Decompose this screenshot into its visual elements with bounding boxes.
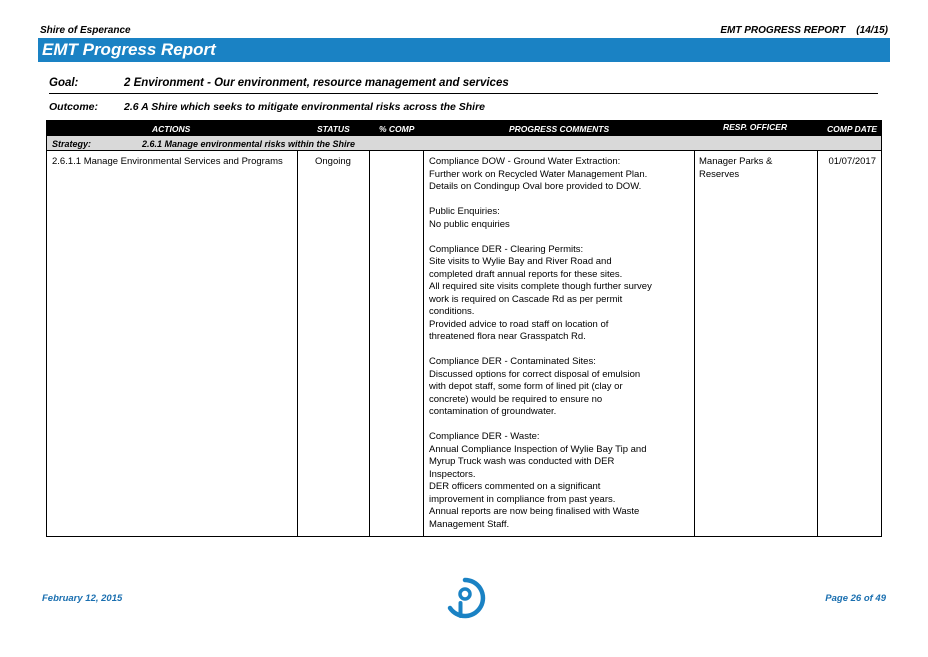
- outcome-text: 2.6 A Shire which seeks to mitigate environmental risks across the Shire: [124, 101, 486, 113]
- strategy-label: Strategy:: [52, 139, 92, 149]
- column-header-date: COMP DATE: [827, 124, 878, 134]
- comment-paragraph: Compliance DER - Clearing Permits: Site visits to Wylie Bay and River Road and completed draft annual reports for these sites. All required site visits complete though further survey work is required on Cascade Rd as per permit conditions. Provided advice to road staff on location of threatened flora near Grasspatch Rd.: [429, 243, 652, 342]
- footer-page-number: Page 26 of 49: [825, 593, 886, 604]
- organisation-name: Shire of Esperance: [40, 25, 131, 36]
- column-header-actions: ACTIONS: [152, 124, 191, 134]
- comment-paragraph: Public Enquiries: No public enquiries: [429, 206, 510, 230]
- report-reference: EMT PROGRESS REPORT (14/15): [720, 25, 888, 36]
- column-header-officer: RESP. OFFICER: [723, 122, 788, 132]
- status-cell: Ongoing: [315, 156, 351, 167]
- comment-paragraph: Compliance DOW - Ground Water Extraction: Further work on Recycled Water Management Plan. Details on Condingup Oval bore provided to DOW.: [429, 156, 648, 192]
- goal-row: [49, 77, 878, 94]
- strategy-row: [47, 136, 881, 151]
- column-divider: [694, 151, 695, 536]
- progress-comments-cell: [429, 156, 694, 544]
- column-header-comp: % COMP: [379, 124, 415, 134]
- progress-table: [46, 120, 882, 537]
- shire-logo-icon: [443, 577, 487, 619]
- title-banner: [38, 38, 890, 62]
- footer-date: February 12, 2015: [42, 593, 123, 604]
- outcome-label: Outcome:: [49, 101, 99, 113]
- column-divider: [369, 151, 370, 536]
- column-header-comments: PROGRESS COMMENTS: [509, 124, 610, 134]
- goal-label: Goal:: [49, 77, 79, 89]
- column-divider: [423, 151, 424, 536]
- responsible-officer-cell: Manager Parks & Reserves: [699, 156, 773, 180]
- comment-paragraph: Compliance DER - Contaminated Sites: Discussed options for correct disposal of emulsion with depot staff, some form of lined pit (clay or concrete) would be required to ensure no contamination of groundwater.: [429, 356, 641, 417]
- column-divider: [297, 151, 298, 536]
- completion-date-cell: 01/07/2017: [828, 156, 876, 167]
- page-title: EMT Progress Report: [42, 40, 216, 59]
- comment-paragraph: Compliance DER - Waste: Annual Compliance Inspection of Wylie Bay Tip and Myrup Truck wash was conducted with DER Inspectors. DER officers commented on a significant improvement in compliance from past years. Annual reports are now being finalised with Waste Management Staff.: [429, 431, 647, 530]
- table-header: [47, 121, 881, 136]
- column-header-status: STATUS: [317, 124, 350, 134]
- goal-text: 2 Environment - Our environment, resource management and services: [124, 77, 509, 89]
- column-divider: [817, 151, 818, 536]
- action-cell: 2.6.1.1 Manage Environmental Services and Programs: [52, 156, 283, 167]
- strategy-text: 2.6.1 Manage environmental risks within the Shire: [142, 139, 356, 149]
